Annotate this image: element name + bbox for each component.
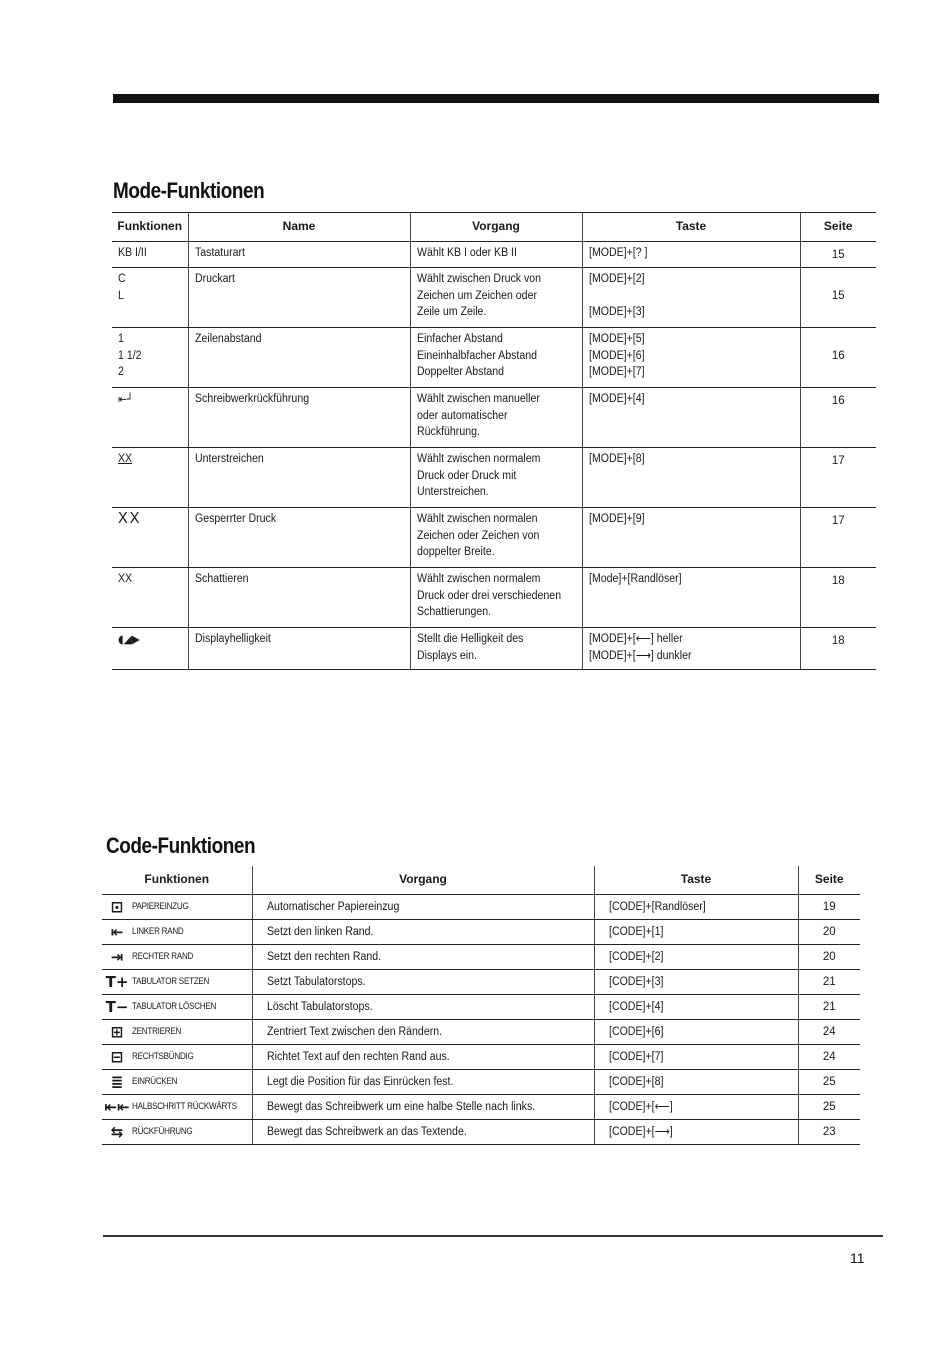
table-row [102, 1045, 860, 1070]
code-function-label: LINKER RAND [132, 926, 184, 938]
bottom-rule [103, 1235, 883, 1237]
mode-seite: 16 [831, 350, 845, 362]
code-seite: 23 [822, 1126, 836, 1139]
code-header-row [102, 866, 860, 895]
code-functions-table [102, 866, 860, 1145]
code-vorgang: Bewegt das Schreibwerk an das Textende. [266, 1126, 467, 1139]
code-taste: [CODE]+[⟵] [608, 1101, 673, 1114]
code-taste: [CODE]+[⟶] [608, 1126, 673, 1139]
code-section-title: Code-Funktionen [106, 833, 256, 858]
code-function-label: HALBSCHRITT RÜCKWÄRTS [132, 1101, 237, 1113]
code-seite: 20 [822, 951, 836, 964]
mode-funktion: XX [118, 453, 133, 465]
header-taste: Taste [594, 866, 798, 895]
header-funktionen: Funktionen [102, 866, 252, 895]
code-function-label: RÜCKFÜHRUNG [132, 1126, 193, 1138]
mode-name: Druckart [194, 273, 235, 285]
table-row [112, 628, 876, 670]
mode-funktion: 1 1 1/2 2 [118, 333, 142, 378]
tab-clear-icon: T− [105, 998, 129, 1017]
mode-vorgang: Einfacher Abstand Eineinhalbfacher Abstand Doppelter Abstand [416, 333, 537, 378]
mode-vorgang: Wählt zwischen normalen Zeichen oder Zeichen von doppelter Breite. [416, 513, 539, 558]
code-vorgang: Setzt Tabulatorstops. [266, 976, 366, 989]
code-function-label: PAPIEREINZUG [132, 901, 189, 912]
paper-feed-icon: ⊡ [110, 898, 124, 916]
table-row [102, 920, 860, 945]
page-number: 11 [850, 1250, 865, 1266]
mode-taste: [MODE]+[? ] [588, 247, 648, 259]
code-taste: [CODE]+[Randlöser] [608, 901, 706, 913]
code-taste: [CODE]+[1] [608, 926, 663, 939]
table-row [102, 945, 860, 970]
half-backspace-icon: ⇤⇤ [104, 1098, 130, 1117]
mode-name: Zeilenabstand [194, 333, 261, 345]
code-seite: 21 [822, 976, 836, 989]
mode-name: Tastaturart [194, 247, 245, 259]
table-row [102, 1120, 860, 1145]
code-seite: 20 [822, 926, 836, 939]
mode-vorgang: Wählt zwischen Druck von Zeichen um Zeichen oder Zeile um Zeile. [416, 273, 541, 318]
code-function-label: TABULATOR LÖSCHEN [132, 1001, 217, 1013]
mode-funktion: XX [118, 510, 142, 527]
code-seite: 19 [822, 901, 836, 913]
table-row [112, 268, 876, 328]
carriage-return-icon: ⇤┘ [118, 392, 134, 406]
mode-name: Gesperrter Druck [194, 513, 276, 525]
tab-set-icon: T+ [105, 973, 129, 992]
code-vorgang: Automatischer Papiereinzug [266, 901, 399, 913]
code-vorgang: Richtet Text auf den rechten Rand aus. [266, 1051, 450, 1064]
mode-section-title: Mode-Funktionen [113, 178, 265, 203]
brightness-icon: ◖◢▶ [118, 632, 140, 646]
table-row [102, 970, 860, 995]
mode-taste: [MODE]+[4] [588, 393, 645, 405]
code-function-label: TABULATOR SETZEN [132, 976, 210, 988]
header-seite: Seite [798, 866, 860, 895]
mode-seite: 17 [831, 515, 845, 527]
top-rule [113, 94, 879, 103]
code-vorgang: Bewegt das Schreibwerk um eine halbe Stelle nach links. [266, 1101, 535, 1114]
return-icon: ⇆ [110, 1123, 124, 1142]
mode-taste: [MODE]+[⟵] heller [MODE]+[⟶] dunkler [588, 633, 691, 662]
mode-seite: 17 [831, 455, 845, 467]
mode-taste: [MODE]+[9] [588, 513, 645, 525]
mode-vorgang: Wählt zwischen normalem Druck oder drei verschiedenen Schattierungen. [416, 573, 561, 618]
table-row [112, 448, 876, 508]
code-taste: [CODE]+[3] [608, 976, 663, 989]
header-seite: Seite [800, 213, 876, 242]
mode-name: Schreibwerkrückführung [194, 393, 309, 405]
mode-taste: [MODE]+[2] [MODE]+[3] [588, 273, 645, 318]
mode-taste: [MODE]+[8] [588, 453, 645, 465]
left-margin-icon: ⇤ [110, 923, 124, 942]
code-vorgang: Setzt den rechten Rand. [266, 951, 381, 964]
flush-right-icon: ⊟ [110, 1048, 124, 1067]
code-taste: [CODE]+[4] [608, 1001, 663, 1014]
code-function-label: ZENTRIEREN [132, 1026, 182, 1038]
header-vorgang: Vorgang [252, 866, 594, 895]
header-taste: Taste [582, 213, 800, 242]
header-vorgang: Vorgang [410, 213, 582, 242]
code-taste: [CODE]+[2] [608, 951, 663, 964]
mode-seite: 16 [831, 395, 845, 407]
mode-functions-table [112, 212, 876, 670]
mode-seite: 15 [831, 249, 845, 261]
mode-taste: [MODE]+[5] [MODE]+[6] [MODE]+[7] [588, 333, 645, 378]
code-function-label: RECHTSBÜNDIG [132, 1051, 194, 1063]
table-row [112, 242, 876, 268]
mode-seite: 15 [831, 290, 845, 302]
code-taste: [CODE]+[7] [608, 1051, 663, 1064]
mode-name: Schattieren [194, 573, 249, 585]
indent-icon: ≣ [110, 1073, 124, 1092]
table-row [102, 895, 860, 920]
code-vorgang: Legt die Position für das Einrücken fest. [266, 1076, 453, 1089]
table-row [102, 1070, 860, 1095]
mode-vorgang: Wählt KB I oder KB II [416, 247, 517, 259]
mode-vorgang: Wählt zwischen normalem Druck oder Druck mit Unterstreichen. [416, 453, 540, 498]
code-function-label: RECHTER RAND [132, 951, 194, 963]
mode-vorgang: Stellt die Helligkeit des Displays ein. [416, 633, 523, 662]
mode-funktion: XX [118, 573, 133, 585]
code-function-label: EINRÜCKEN [132, 1076, 178, 1088]
mode-name: Unterstreichen [194, 453, 264, 465]
table-row [102, 1020, 860, 1045]
mode-header-row [112, 213, 876, 242]
mode-name: Displayhelligkeit [194, 633, 271, 645]
code-seite: 25 [822, 1076, 836, 1089]
mode-vorgang: Wählt zwischen manueller oder automatischer Rückführung. [416, 393, 540, 438]
code-taste: [CODE]+[8] [608, 1076, 663, 1089]
header-name: Name [188, 213, 410, 242]
center-icon: ⊞ [110, 1023, 124, 1042]
code-seite: 24 [822, 1026, 836, 1039]
code-seite: 21 [822, 1001, 836, 1014]
table-row [112, 328, 876, 388]
table-row [102, 995, 860, 1020]
code-taste: [CODE]+[6] [608, 1026, 663, 1039]
table-row [112, 388, 876, 448]
table-row [112, 568, 876, 628]
table-row [102, 1095, 860, 1120]
header-funktionen: Funktionen [112, 213, 188, 242]
mode-taste: [Mode]+[Randlöser] [588, 573, 682, 585]
mode-seite: 18 [831, 575, 845, 587]
table-row [112, 508, 876, 568]
code-seite: 24 [822, 1051, 836, 1064]
mode-funktion: KB I/II [118, 247, 147, 259]
mode-funktion: C L [118, 273, 126, 302]
mode-seite: 18 [831, 635, 845, 647]
code-vorgang: Zentriert Text zwischen den Rändern. [266, 1026, 442, 1039]
code-vorgang: Löscht Tabulatorstops. [266, 1001, 373, 1014]
code-vorgang: Setzt den linken Rand. [266, 926, 373, 939]
code-seite: 25 [822, 1101, 836, 1114]
right-margin-icon: ⇥ [110, 948, 124, 967]
